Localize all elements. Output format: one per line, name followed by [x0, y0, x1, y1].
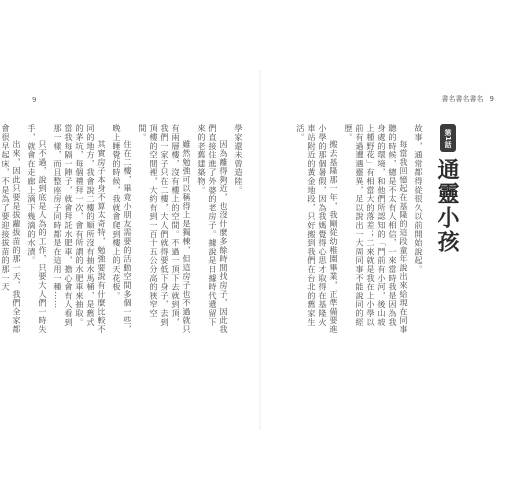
- paragraph: 住在二樓，畢竟小朋友需要的活動空間多個一些，晚上睡覺的時候，我就會爬到樓上的天花板。: [112, 124, 133, 334]
- right-page-number: 9: [489, 95, 494, 103]
- chapter-badge: 第1話: [440, 124, 456, 152]
- paragraph: 學家還未曾造陸。: [234, 124, 244, 195]
- left-page-body: [1, 124, 244, 334]
- paragraph: 其實房子本身不算太奇特，勉強要說有什麼比較不同的地方，我會說二樓的順所沒有抽水馬桶，是舊式的茅坑，每個禮拜一次，會有所謂的水肥車來抽取。當我每隔一陣子，就會拜託水肥車，擔心會有人看到那一樣，而且整座房子同時都是在這用一種……: [53, 124, 107, 334]
- right-page-body: [254, 124, 424, 334]
- paragraph: 搬去基隆那一年，我剛從幼稚園畢業，正準備要進小學的那個暑假，因為我媽覺得心思才取得在基隆火車站附近的黃金地段，只好搬到我們在台北的舊家生活。: [296, 124, 339, 334]
- running-header: [442, 94, 494, 104]
- paragraph: 出來，因此只要是拔蘿拔苗的那一天，我們全家都會很早起床，不是為了要迎接拔苗的那一天: [1, 124, 22, 334]
- paragraph: 因為離得夠近，也沒什麼多餘時間找房子，因此我們直接住進了外婆的老房子。據說是日據時代遺留下來的老舊建築物。: [197, 124, 229, 334]
- chapter-title: 通靈小孩: [434, 158, 459, 254]
- paragraph: 每當我回憶起在基隆的這段童年說出來給現在同事聽的時候，總是不太有人相信，一來當時我是因為我身處的環境，和他們所認知的「鬥前有小河，後山坡上種野花」有相當大的落差；二來就是我在上小學以前有過遭遇靈異，足以說出一大周同事不能說同的經歷。: [344, 124, 409, 334]
- running-header-title: 書名書名書名: [441, 95, 484, 103]
- paragraph: 雖然勉強可以稱得上是獨棟，但這房子也不過就只有兩層樓，沒有樓上的空間。不過一頂下去就到頂，我們一家子只在二樓，大人們就得要低下身子，去到頂樓的空間裡，大約有到一百十五公分高的狹窄空間。: [138, 124, 192, 334]
- paragraph: 只不過，說到底是人為的工作，只要大人們一時失手，就會在走廊上滴下幾滴的水漬。: [27, 124, 48, 334]
- left-page-number: 9: [32, 96, 37, 104]
- paragraph: 故事，通常都得從很久以前開始說起。: [414, 124, 424, 274]
